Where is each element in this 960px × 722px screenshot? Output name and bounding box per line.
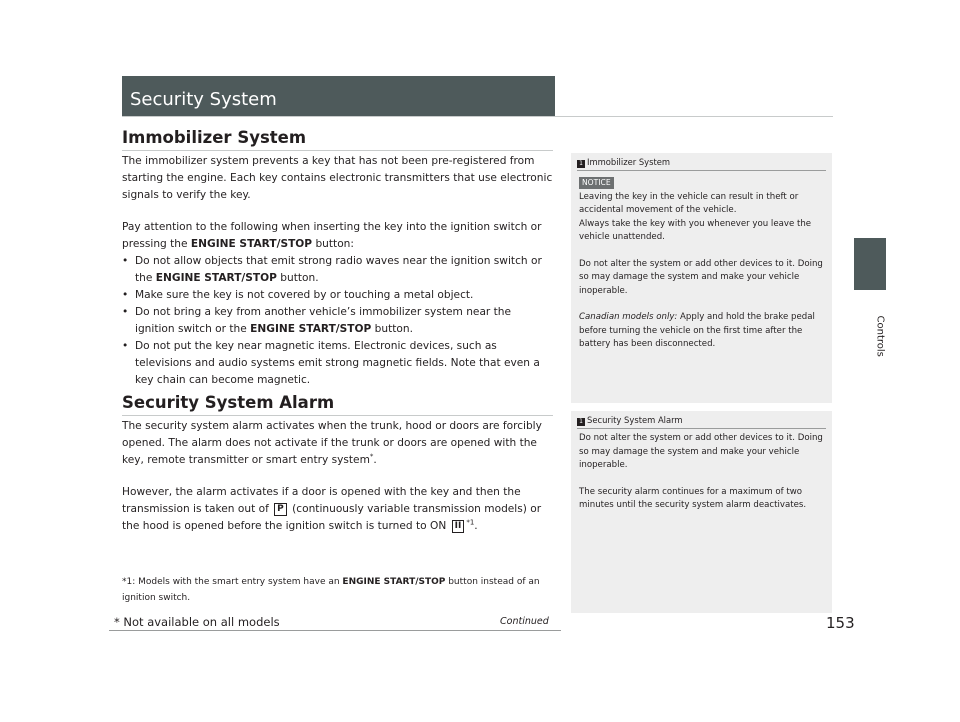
bullet-item: • Do not put the key near magnetic items. Electronic devices, such as televisions and audio systems emit strong magnetic fields. Note that even a key chain can become magnetic. <box>122 338 554 389</box>
bullet-item: • Make sure the key is not covered by or touching a metal object. <box>122 287 554 304</box>
footer-rule <box>109 630 561 631</box>
alarm-text: (continuously variable transmission models) or the hood is opened before the ignition switch is turned to ON <box>122 503 542 532</box>
immobilizer-attention <box>122 219 554 253</box>
bullet-text: Do not allow objects that emit strong radio waves near the ignition switch or the <box>135 255 542 284</box>
sidebar-rule <box>577 428 826 429</box>
attention-text-end: button: <box>312 238 354 250</box>
alarm-text: However, the alarm activates if a door is opened with the key and then the transmission is taken out of <box>122 486 521 515</box>
continued-label: Continued <box>500 616 549 627</box>
bullet-text-end: button. <box>371 323 413 335</box>
attention-button-name: ENGINE START/STOP <box>190 238 313 250</box>
sidebar-title-text: Security System Alarm <box>587 415 683 425</box>
canadian-note <box>579 311 826 352</box>
immobilizer-intro: The immobilizer system prevents a key that has not been pre-registered from starting the engine. Each key contains electronic transmitters that use electronic signals to verify the key. <box>122 155 553 201</box>
banner-rule <box>122 116 833 117</box>
sidebar-title <box>577 415 683 426</box>
footnote-text: *1: Models with the smart entry system have an <box>122 577 343 587</box>
sidebar-security-alarm <box>571 411 832 613</box>
park-position-key: P <box>274 503 287 516</box>
attention-text: Pay attention to the following when inserting the key into the ignition switch or pressing the <box>122 221 542 250</box>
footnote <box>122 574 562 606</box>
footnote-text-end: button instead of an ignition switch. <box>122 577 540 603</box>
sidebar-para: Do not alter the system or add other devices to it. Doing so may damage the system and make your vehicle inoperable. <box>579 258 823 296</box>
bullet-text: Do not bring a key from another vehicle’s immobilizer system near the ignition switch or the <box>135 306 512 335</box>
side-tab-label: Controls <box>874 315 886 357</box>
immobilizer-heading-rule <box>122 150 553 151</box>
bullet-bold: ENGINE START/STOP <box>250 323 372 335</box>
notice-text: Leaving the key in the vehicle can result in theft or accidental movement of the vehicle. <box>579 191 799 215</box>
sidebar-para: The security alarm continues for a maximum of two minutes until the security system alarm deactivates. <box>579 486 807 510</box>
footnote-bold: ENGINE START/STOP <box>342 577 446 587</box>
not-available-note: * Not available on all models <box>114 615 280 629</box>
sidebar-title <box>577 157 670 168</box>
sidebar-rule <box>577 170 826 171</box>
sidebar-body <box>579 432 826 513</box>
sidebar-ref-icon: 1 <box>577 160 585 168</box>
alarm-para-1 <box>122 418 554 469</box>
page-number: 153 <box>826 614 855 632</box>
bullet-item <box>122 253 554 287</box>
notice-badge: NOTICE <box>579 177 614 189</box>
sidebar-immobilizer <box>571 153 832 403</box>
sidebar-title-text: Immobilizer System <box>587 157 671 167</box>
alarm-para-2 <box>122 484 554 535</box>
sidebar-body <box>579 177 826 352</box>
immobilizer-bullets <box>122 253 554 389</box>
alarm-text-end: . <box>474 520 478 532</box>
canadian-text: Apply and hold the brake pedal before turning the vehicle on the first time after the battery has been disconnected. <box>579 312 815 349</box>
notice-text: Always take the key with you whenever you leave the vehicle unattended. <box>579 218 812 242</box>
alarm-heading-rule <box>122 415 553 416</box>
asterisk-mark: * <box>369 452 374 461</box>
alarm-heading: Security System Alarm <box>122 393 335 412</box>
sidebar-para: Do not alter the system or add other devices to it. Doing so may damage the system and make your vehicle inoperable. <box>579 433 823 470</box>
bullet-bold: ENGINE START/STOP <box>155 272 277 284</box>
ignition-on-key: II <box>452 520 465 533</box>
immobilizer-heading: Immobilizer System <box>122 128 307 147</box>
section-title: Security System <box>130 89 277 110</box>
footnote-ref: *1 <box>466 518 475 527</box>
alarm-body <box>122 418 554 535</box>
alarm-text-end: . <box>373 454 377 466</box>
bullet-item <box>122 304 554 338</box>
sidebar-ref-icon: 1 <box>577 418 585 426</box>
alarm-text: The security system alarm activates when the trunk, hood or doors are forcibly opened. The alarm does not activate if the trunk or doors are opened with the key, remote transmitter or smart entry system <box>122 420 542 466</box>
canadian-label: Canadian models only: <box>579 312 678 322</box>
side-tab-marker <box>854 238 886 290</box>
bullet-text-end: button. <box>276 272 319 284</box>
immobilizer-body <box>122 153 554 389</box>
